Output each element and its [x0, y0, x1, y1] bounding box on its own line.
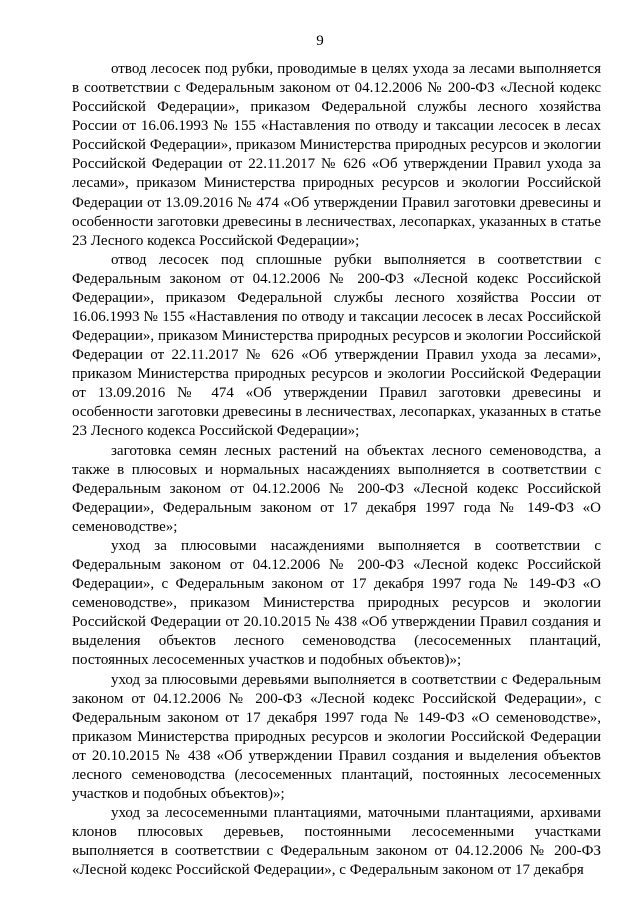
paragraph-logging-for-forest-care: отвод лесосек под рубки, проводимые в целях ухода за лесами выполняется в соответствии с Федеральным законом от 04.12.2006 № 200-ФЗ «Лесной кодекс Российской Федерации», приказом Федеральной службы лесного хозяйства России от 16.06.1993 № 155 «Наставления по отводу и таксации лесосек в лесах Российской Федерации», приказом Министерства природных ресурсов и экологии Российской Федерации от 22.11.2017 № 626 «Об утверждении Правил ухода за лесами», приказом Министерства природных ресурсов и экологии Российской Федерации от 13.09.2016 № 474 «Об утверждении Правил заготовки древесины и особенности заготовки древесины в лесничествах, лесопарках, указанных в статье 23 Лесного кодекса Российской Федерации»;: [72, 61, 601, 249]
document-body: [72, 60, 601, 880]
paragraph-clear-cutting: отвод лесосек под сплошные рубки выполняется в соответствии с Федеральным законом от 04.12.2006 № 200-ФЗ «Лесной кодекс Российской Федерации», приказом Федеральной службы лесного хозяйства России от 16.06.1993 № 155 «Наставления по отводу и таксации лесосек в лесах Российской Федерации», приказом Министерства природных ресурсов и экологии Российской Федерации от 22.11.2017 № 626 «Об утверждении Правил ухода за лесами», приказом Министерства природных ресурсов и экологии Российской Федерации от 13.09.2016 № 474 «Об утверждении Правил заготовки древесины и особенности заготовки древесины в лесничествах, лесопарках, указанных в статье 23 Лесного кодекса Российской Федерации»;: [72, 251, 601, 440]
paragraph-plus-stands-care: уход за плюсовыми насаждениями выполняется в соответствии с Федеральным законом от 04.12.2006 № 200-ФЗ «Лесной кодекс Российской Федерации», с Федеральным законом от 17 декабря 1997 года № 149-ФЗ «О семеноводстве», приказом Министерства природных ресурсов и экологии Российской Федерации от 20.10.2015 № 438 «Об утверждении Правил создания и выделения объектов лесного семеноводства (лесосеменных плантаций, постоянных лесосеменных участков и подобных объектов)»;: [72, 537, 601, 669]
paragraph-seed-plantations-care: уход за лесосеменными плантациями, маточными плантациями, архивами клонов плюсовых деревьев, постоянными лесосеменными участками выполняется в соответствии с Федеральным законом от 04.12.2006 № 200-ФЗ «Лесной кодекс Российской Федерации», с Федеральным законом от 17 декабря: [72, 805, 601, 879]
page-number: 9: [316, 33, 324, 49]
paragraph-seed-harvesting: заготовка семян лесных растений на объектах лесного семеноводства, а также в плюсовых и нормальных насаждениях выполняется в соответствии с Федеральным законом от 04.12.2006 № 200-ФЗ «Лесной кодекс Российской Федерации», Федеральным законом от 17 декабря 1997 года № 149-ФЗ «О семеноводстве»;: [72, 442, 601, 535]
paragraph-plus-trees-care: уход за плюсовыми деревьями выполняется в соответствии с Федеральным законом от 04.12.2006 № 200-ФЗ «Лесной кодекс Российской Федерации», с Федеральным законом от 17 декабря 1997 года № 149-ФЗ «О семеноводстве», приказом Министерства природных ресурсов и экологии Российской Федерации от 20.10.2015 № 438 «Об утверждении Правил создания и выделения объектов лесного семеноводства (лесосеменных плантаций, постоянных лесосеменных участков и подобных объектов)»;: [72, 671, 601, 802]
